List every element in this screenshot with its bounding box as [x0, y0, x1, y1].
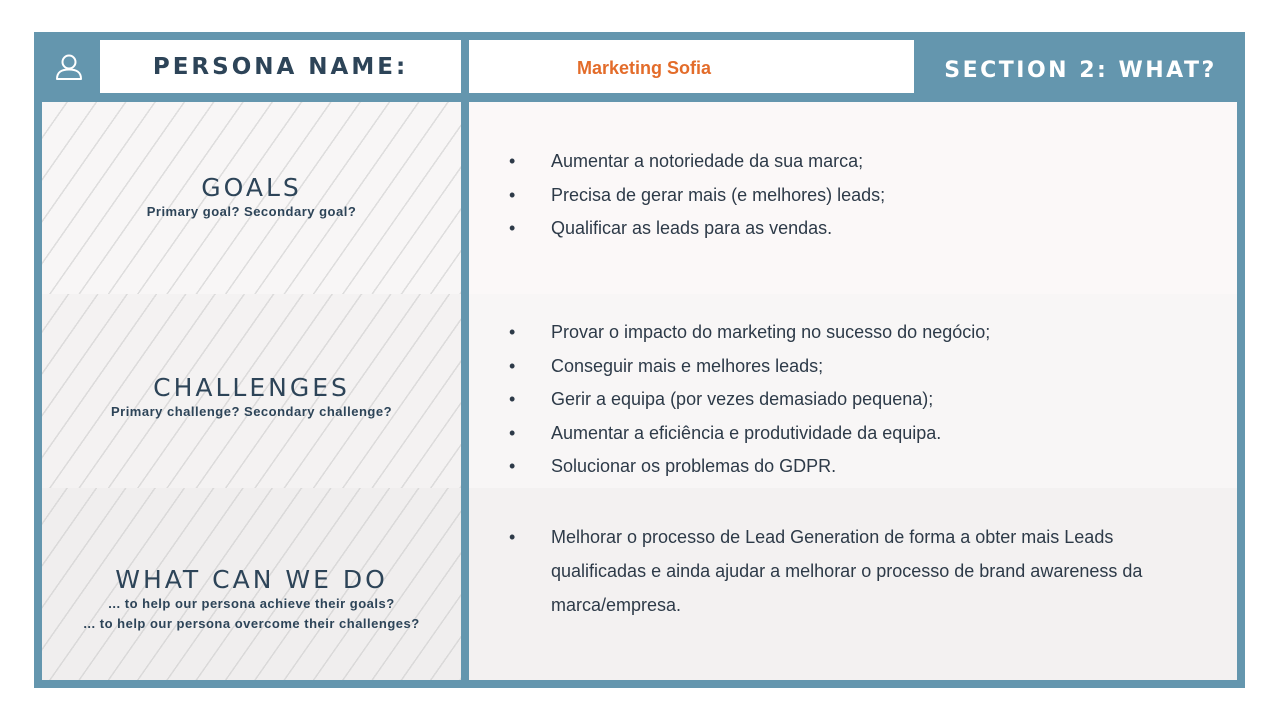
list-item: • Provar o impacto do marketing no sucesso do negócio;: [509, 316, 990, 350]
list-item: • Aumentar a notoriedade da sua marca;: [509, 145, 885, 179]
persona-value-box[interactable]: [469, 40, 914, 93]
challenges-heading: CHALLENGES: [153, 373, 350, 402]
what-can-we-do-subheading-2: ... to help our persona overcome their challenges?: [83, 616, 420, 631]
bullet-icon: •: [509, 151, 516, 171]
bullet-icon: •: [509, 218, 516, 238]
goals-heading: GOALS: [201, 173, 302, 202]
goals-content-panel: [469, 102, 1237, 294]
what-can-we-do-heading: WHAT CAN WE DO: [115, 565, 388, 594]
goals-list: [509, 145, 885, 246]
what-can-we-do-list: [509, 520, 1189, 622]
what-can-we-do-label-panel: [42, 488, 461, 680]
bullet-icon: •: [509, 527, 516, 547]
goals-subheading: Primary goal? Secondary goal?: [146, 204, 357, 219]
goals-label-panel: [42, 102, 461, 294]
persona-name-box: [100, 40, 461, 93]
list-item: • Conseguir mais e melhores leads;: [509, 350, 990, 384]
what-can-we-do-content-panel: [469, 488, 1237, 680]
left-column: [42, 102, 461, 680]
challenges-list: [509, 316, 990, 484]
bullet-icon: •: [509, 422, 516, 443]
challenges-label-panel: [42, 294, 461, 488]
user-icon: [54, 52, 84, 82]
bullet-icon: •: [509, 456, 516, 476]
challenges-content-panel: [469, 294, 1237, 488]
list-item: • Aumentar a eficiência e produtividade da equipa.: [509, 417, 990, 451]
bullet-icon: •: [509, 322, 516, 342]
list-item: • Qualificar as leads para as vendas.: [509, 212, 885, 246]
persona-name-value: Marketing Sofia: [577, 58, 712, 78]
what-can-we-do-subheading-1: ... to help our persona achieve their goals?: [108, 596, 395, 611]
bullet-icon: •: [509, 355, 516, 376]
list-item: • Melhorar o processo de Lead Generation de forma a obter mais Leads qualificadas e ainda ajudar a melhorar o processo de brand awareness da marca/empresa.: [509, 520, 1189, 622]
right-column: [469, 102, 1237, 680]
persona-name-label: PERSONA NAME:: [152, 53, 409, 80]
bullet-icon: •: [509, 184, 516, 205]
section-title: SECTION 2: WHAT?: [944, 57, 1217, 83]
list-item: • Gerir a equipa (por vezes demasiado pequena);: [509, 383, 990, 417]
list-item: • Precisa de gerar mais (e melhores) leads;: [509, 179, 885, 213]
challenges-subheading: Primary challenge? Secondary challenge?: [110, 404, 393, 419]
bullet-icon: •: [509, 389, 516, 409]
list-item: • Solucionar os problemas do GDPR.: [509, 450, 990, 484]
